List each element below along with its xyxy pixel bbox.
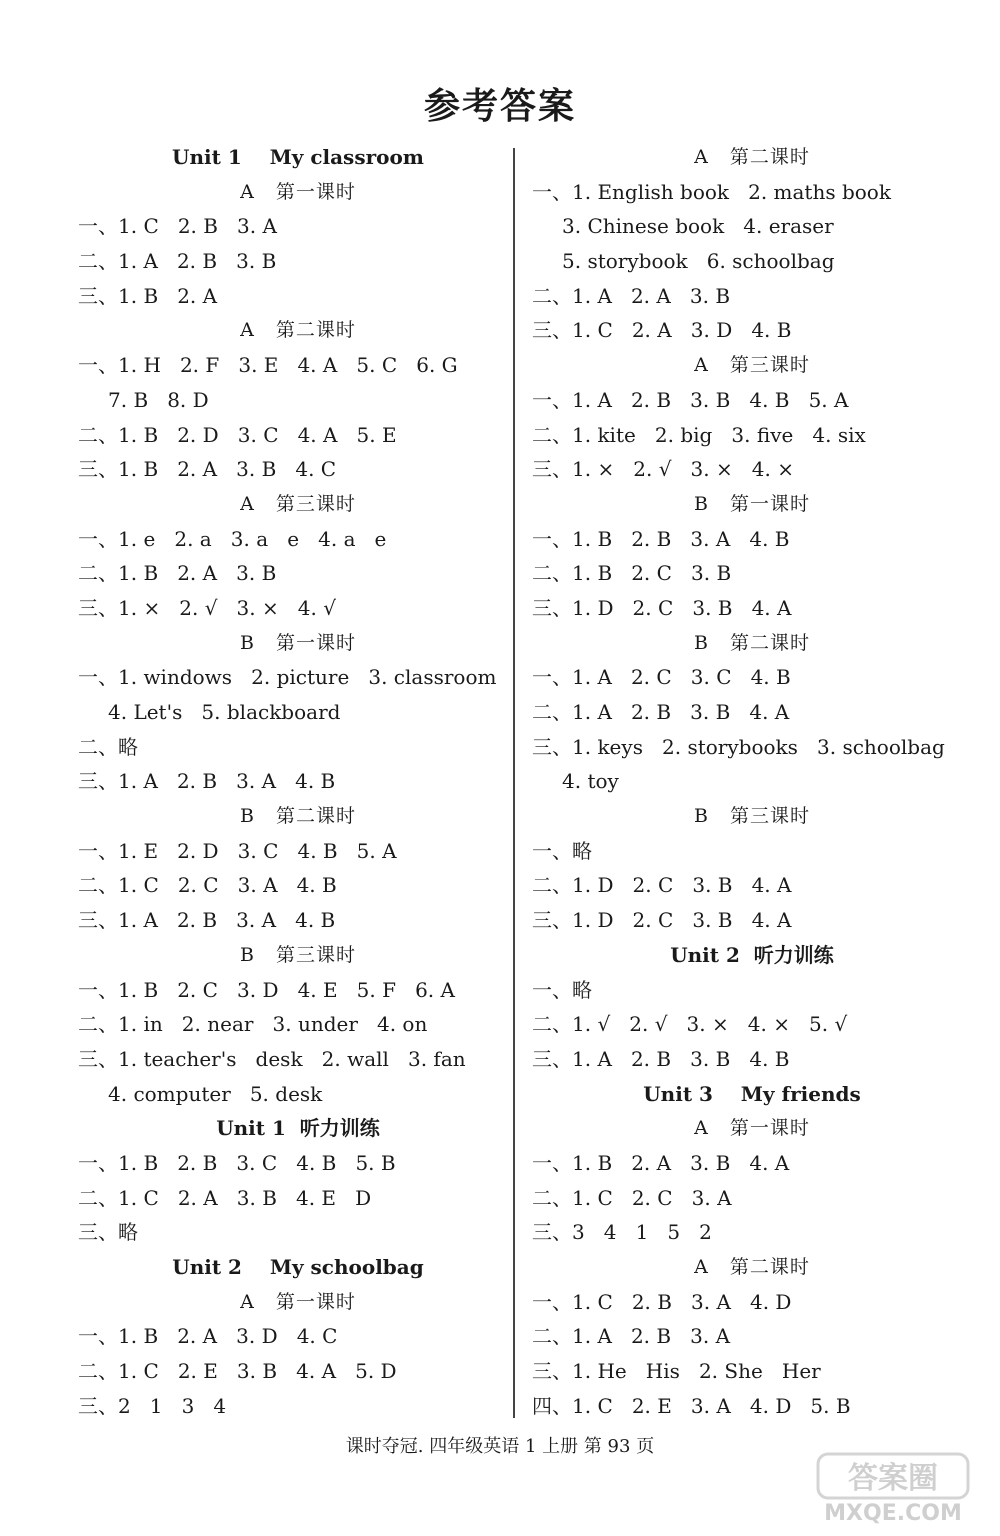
answer-line: 三、1. × 2. √ 3. × 4. √ [78,595,336,620]
unit-heading: Unit 2 My schoolbag [172,1255,424,1279]
answer-line: 二、1. √ 2. √ 3. × 4. × 5. √ [532,1012,848,1037]
answer-line: 3. Chinese book 4. eraser [562,214,834,239]
answer-line: 三、1. A 2. B 3. A 4. B [78,769,336,794]
answer-line: 一、1. B 2. B 3. C 4. B 5. B [78,1150,396,1175]
answer-line: 二、1. B 2. A 3. B [78,561,277,586]
answer-line: 三、略 [78,1220,138,1245]
answer-line: 二、1. C 2. C 3. A 4. B [78,873,337,898]
answer-line: 一、1. C 2. B 3. A [78,214,277,239]
answer-line: 三、1. A 2. B 3. B 4. B [532,1046,790,1071]
answer-line: 一、1. windows 2. picture 3. classroom [78,665,497,690]
lesson-heading: A 第三课时 [694,354,810,377]
answer-line: 一、1. H 2. F 3. E 4. A 5. C 6. G [78,353,458,378]
column-divider [513,148,515,1418]
answer-line: 一、1. E 2. D 3. C 4. B 5. A [78,838,397,863]
watermark-logo [810,1448,980,1528]
unit-heading: Unit 3 My friends [643,1081,861,1106]
lesson-heading: B 第一课时 [693,492,811,515]
answer-line: 一、1. B 2. C 3. D 4. E 5. F 6. A [78,977,455,1002]
lesson-heading: B 第三课时 [239,943,357,966]
lesson-heading: A 第一课时 [694,1117,810,1140]
lesson-heading: B 第二课时 [693,631,811,654]
answer-line: 二、1. B 2. D 3. C 4. A 5. E [78,422,397,447]
answer-line: 一、1. B 2. A 3. B 4. A [532,1150,790,1175]
answer-line: 4. toy [562,769,619,794]
answer-line: 三、1. B 2. A [78,283,218,308]
page-footer: 课时夺冠. 四年级英语 1 上册 第 93 页 [345,1436,655,1457]
lesson-heading: A 第二课时 [694,146,810,168]
answer-line: 二、1. kite 2. big 3. five 4. six [532,422,866,447]
lesson-heading: A 第一课时 [240,1290,356,1313]
unit-heading: Unit 1 听力训练 [216,1116,380,1141]
answer-line: 一、1. B 2. A 3. D 4. C [78,1324,338,1349]
lesson-heading: A 第三课时 [240,492,356,515]
lesson-heading: B 第二课时 [239,805,357,828]
right-answer-column [532,140,972,1423]
answer-line: 5. storybook 6. schoolbag [562,249,835,274]
unit-heading: Unit 1 My classroom [172,145,424,169]
answer-line: 三、1. keys 2. storybooks 3. schoolbag [532,734,945,759]
lesson-heading: A 第二课时 [694,1256,810,1278]
answer-line: 一、略 [532,977,592,1002]
answer-line: 4. computer 5. desk [108,1081,323,1106]
answer-line: 一、1. C 2. B 3. A 4. D [532,1289,792,1314]
answer-line: 二、1. B 2. C 3. B [532,561,732,586]
answer-line: 二、1. C 2. E 3. B 4. A 5. D [78,1359,397,1384]
answer-line: 三、1. × 2. √ 3. × 4. × [532,457,794,482]
lesson-heading: B 第三课时 [693,805,811,828]
answer-line: 二、1. A 2. B 3. A [532,1324,731,1349]
answer-line: 二、1. A 2. A 3. B [532,283,731,308]
answer-line: 一、1. A 2. B 3. B 4. B 5. A [532,387,849,412]
lesson-heading: A 第二课时 [240,319,356,342]
lesson-heading: B 第一课时 [239,631,357,654]
svg-text:答案圈: 答案圈 [848,1461,938,1496]
answer-line: 三、1. C 2. A 3. D 4. B [532,318,792,343]
answer-line: 三、1. B 2. A 3. B 4. C [78,457,337,482]
answer-line: 三、1. He His 2. She Her [532,1359,821,1384]
answer-line: 7. B 8. D [108,387,209,412]
answer-line: 一、1. B 2. B 3. A 4. B [532,526,790,551]
lesson-heading: A 第一课时 [240,180,356,203]
answer-line: 一、1. A 2. C 3. C 4. B [532,665,791,690]
svg-text:MXQE.COM: MXQE.COM [824,1501,962,1526]
answer-line: 一、略 [532,838,592,863]
answer-line: 四、1. C 2. E 3. A 4. D 5. B [532,1393,851,1418]
answer-line: 三、1. teacher's desk 2. wall 3. fan [78,1046,466,1071]
answer-line: 二、1. in 2. near 3. under 4. on [78,1012,428,1037]
left-answer-column [78,140,518,1423]
unit-heading: Unit 2 听力训练 [670,942,834,967]
answer-line: 二、略 [78,734,138,759]
page-title: 参考答案 [423,86,576,127]
answer-line: 二、1. A 2. B 3. B 4. A [532,700,790,724]
answer-line: 二、1. D 2. C 3. B 4. A [532,873,792,898]
answer-line: 三、1. D 2. C 3. B 4. A [532,595,792,620]
answer-line: 三、2 1 3 4 [78,1393,227,1418]
answer-line: 一、1. English book 2. maths book [532,179,891,204]
answer-line: 三、1. A 2. B 3. A 4. B [78,908,336,933]
answer-line: 二、1. A 2. B 3. B [78,249,277,274]
answer-line: 二、1. C 2. A 3. B 4. E D [78,1185,372,1210]
answer-line: 三、1. D 2. C 3. B 4. A [532,908,792,933]
answer-line: 一、1. e 2. a 3. a e 4. a e [78,526,387,551]
answer-line: 二、1. C 2. C 3. A [532,1185,732,1210]
answer-line: 三、3 4 1 5 2 [532,1220,712,1245]
answer-line: 4. Let's 5. blackboard [108,700,341,724]
